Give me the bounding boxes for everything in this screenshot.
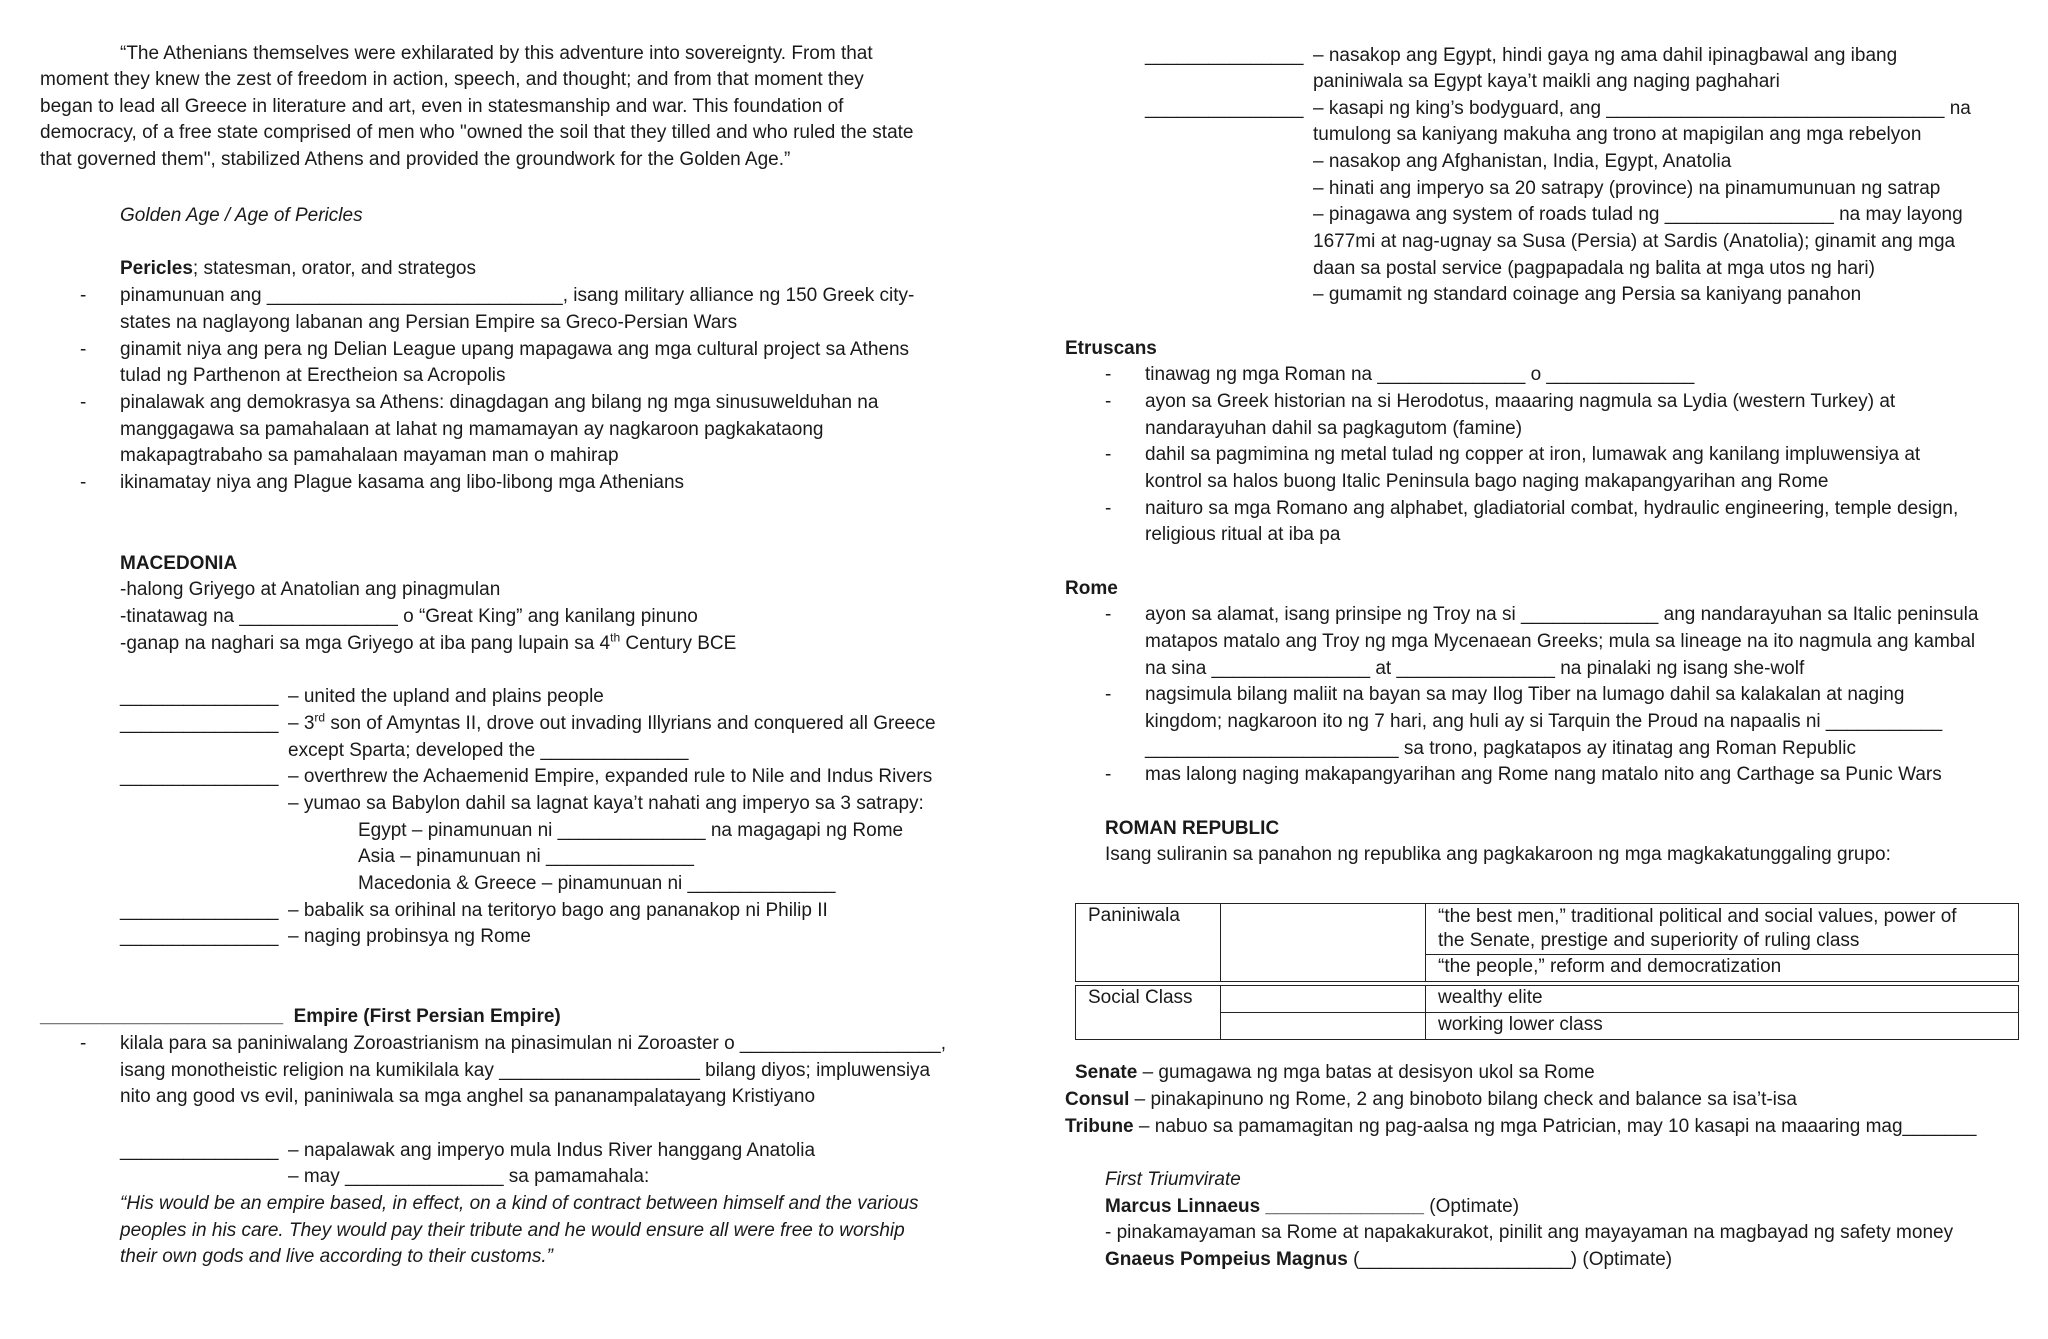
etruscans-heading: Etruscans	[1065, 338, 1157, 359]
table-row	[1076, 986, 2019, 1013]
table-row	[1076, 904, 2019, 955]
etruscans-bullet-line: religious ritual at iba pa	[1145, 524, 1341, 545]
rome-bullet-line: kingdom; nagkaroon ito ng 7 hari, ang huli ay si Tarquin the Proud na napaalis ni ___________	[1145, 711, 1943, 732]
macedonia-line: -halong Griyego at Anatolian ang pinagmulan	[120, 579, 501, 600]
person-name: Marcus Linnaeus _______________	[1105, 1196, 1424, 1217]
blank-line: _______________	[1145, 98, 1304, 119]
rome-bullet-line: mas lalong naging makapangyarihan ang Rome nang matalo nito ang Carthage sa Punic Wars	[1145, 764, 1942, 785]
intro-quote-line: “The Athenians themselves were exhilarated by this adventure into sovereignty. From that	[120, 43, 873, 64]
table-cell: working lower class	[1426, 1013, 2019, 1040]
persian-king-item: – hinati ang imperyo sa 20 satrapy (province) na pinamumunuan ng satrap	[1313, 178, 1941, 199]
macedonia-item: except Sparta; developed the ______________	[288, 740, 689, 761]
table-cell: wealthy elite	[1426, 986, 2019, 1013]
persian-king-item: – kasapi ng king’s bodyguard, ang ________________________________ na	[1313, 98, 1971, 119]
pericles-bullet-line: tulad ng Parthenon at Erectheion sa Acropolis	[120, 365, 506, 386]
persian-item: – may _______________ sa pamamahala:	[288, 1166, 650, 1187]
macedonia-line	[120, 632, 736, 656]
etruscans-bullet-line: dahil sa pagmimina ng metal tulad ng copper at iron, lumawak ang kanilang impluwensiya at	[1145, 444, 1921, 465]
macedonia-item: – babalik sa orihinal na teritoryo bago ang pananakop ni Philip II	[288, 900, 828, 921]
satrapy-item: Asia – pinamunuan ni ______________	[358, 846, 694, 867]
term-definition: – gumagawa ng mga batas at desisyon ukol sa Rome	[1137, 1062, 1595, 1083]
golden-age-heading: Golden Age / Age of Pericles	[120, 205, 363, 226]
blank-line: _______________	[120, 1140, 279, 1161]
etruscans-bullet-line: nandarayuhan dahil sa pagkagutom (famine)	[1145, 418, 1523, 439]
bullet-dash: -	[1105, 498, 1112, 519]
table-cell-text: the Senate, prestige and superiority of ruling class	[1438, 930, 1860, 951]
table-cell-text: “the best men,” traditional political and social values, power of	[1438, 906, 1957, 927]
pericles-bullet-line: makapagtrabaho sa pamahalaan mayaman man o mahirap	[120, 445, 619, 466]
term-definition: – pinakapinuno ng Rome, 2 ang binoboto bilang check and balance sa isa’t-isa	[1129, 1089, 1797, 1110]
pericles-bullet-line: pinamunuan ang ____________________________, isang military alliance ng 150 Greek city-	[120, 285, 915, 306]
rome-bullet-line: matapos matalo ang Troy ng mga Mycenaean Greeks; mula sa lineage na ito nagmula ang kambal	[1145, 631, 1976, 652]
persian-quote-line: “His would be an empire based, in effect, on a kind of contract between himself and the various	[120, 1193, 919, 1214]
table-cell: “the people,” reform and democratization	[1426, 955, 2019, 982]
satrapy-item: Macedonia & Greece – pinamunuan ni ______________	[358, 873, 836, 894]
macedonia-line: -tinatawag na _______________ o “Great King” ang kanilang pinuno	[120, 606, 698, 627]
table-cell	[1426, 904, 2019, 955]
etruscans-bullet-line: naituro sa mga Romano ang alphabet, gladiatorial combat, hydraulic engineering, temple design,	[1145, 498, 1959, 519]
table-cell-blank	[1221, 904, 1426, 982]
persian-king-item: – gumamit ng standard coinage ang Persia sa kaniyang panahon	[1313, 284, 1862, 305]
blank-line: _______________________	[40, 1006, 284, 1027]
intro-quote-line: began to lead all Greece in literature and art, even in statesmanship and war. This foundation of	[40, 96, 844, 117]
pericles-bullet-line: ginamit niya ang pera ng Delian League upang mapagawa ang mga cultural project sa Athens	[120, 339, 910, 360]
blank-line: _______________	[120, 766, 279, 787]
persian-king-item: 1677mi at nag-ugnay sa Susa (Persia) at Sardis (Anatolia); ginamit ang mga	[1313, 231, 1956, 252]
tribune-line	[1065, 1115, 1977, 1139]
term-definition: – nabuo sa pamamagitan ng pag-aalsa ng mga Patrician, may 10 kasapi na maaaring mag_______	[1133, 1116, 1977, 1137]
persian-king-item: – nasakop ang Afghanistan, India, Egypt, Anatolia	[1313, 151, 1732, 172]
bullet-dash: -	[1105, 604, 1112, 625]
bullet-dash: -	[1105, 391, 1112, 412]
persian-king-item: tumulong sa kaniyang makuha ang trono at mapigilan ang mga rebelyon	[1313, 124, 1922, 145]
bullet-dash: -	[1105, 364, 1112, 385]
item-text: – 3	[288, 713, 315, 734]
term-label: Senate	[1075, 1062, 1138, 1083]
persian-bullet-line: isang monotheistic religion na kumikilala kay ___________________ bilang diyos; impluwensiya	[120, 1060, 931, 1081]
term-label: Consul	[1065, 1089, 1130, 1110]
persian-item: – napalawak ang imperyo mula Indus River hanggang Anatolia	[288, 1140, 816, 1161]
ordinal-suffix: rd	[314, 710, 326, 725]
roman-republic-intro: Isang suliranin sa panahon ng republika ang pagkakaroon ng mga magkakatunggaling grupo:	[1105, 844, 1891, 865]
macedonia-line-text: -ganap na naghari sa mga Griyego at iba pang lupain sa 4	[120, 633, 611, 654]
macedonia-line-text: Century BCE	[620, 633, 737, 654]
pericles-bullet-line: states na naglayong labanan ang Persian Empire sa Greco-Persian Wars	[120, 312, 738, 333]
gnaeus-line	[1105, 1248, 1672, 1272]
pericles-bullet-line: manggagawa sa pamahalaan at lahat ng mamamayan ay nagkaroon pagkakataong	[120, 419, 824, 440]
table-cell-label: Paniniwala	[1076, 904, 1221, 982]
blank-line: _______________	[1145, 45, 1304, 66]
social-class-table	[1075, 985, 2019, 1040]
person-name: Gnaeus Pompeius Magnus	[1105, 1249, 1348, 1270]
macedonia-item: – naging probinsya ng Rome	[288, 926, 531, 947]
persian-heading	[40, 1005, 561, 1029]
intro-quote-line: moment they knew the zest of freedom in action, speech, and thought; and from that moment they	[40, 69, 864, 90]
blank-line: _______________	[120, 686, 279, 707]
person-tag: (Optimate)	[1424, 1196, 1520, 1217]
bullet-dash: -	[1105, 444, 1112, 465]
ordinal-suffix: th	[610, 630, 621, 645]
pericles-bullet-line: ikinamatay niya ang Plague kasama ang libo-libong mga Athenians	[120, 472, 685, 493]
persian-heading-text: Empire (First Persian Empire)	[293, 1006, 561, 1027]
triumvirate-heading: First Triumvirate	[1105, 1169, 1241, 1190]
pericles-name: Pericles	[120, 258, 193, 279]
etruscans-bullet-line: kontrol sa halos buong Italic Peninsula bago naging makapangyarihan ang Rome	[1145, 471, 1829, 492]
table-cell-blank	[1221, 1013, 1426, 1040]
pericles-desc: ; statesman, orator, and strategos	[192, 258, 476, 279]
persian-king-item: – pinagawa ang system of roads tulad ng ________________ na may layong	[1313, 204, 1963, 225]
bullet-dash: -	[1105, 764, 1112, 785]
bullet-dash: -	[80, 339, 87, 360]
persian-king-item: daan sa postal service (pagpapadala ng balita at mga utos ng hari)	[1313, 258, 1875, 279]
blank-line: _______________	[120, 900, 279, 921]
blank-line: _______________	[120, 926, 279, 947]
macedonia-item	[288, 712, 936, 736]
persian-bullet-line: kilala para sa paniniwalang Zoroastrianism na pinasimulan ni Zoroaster o ___________________,	[120, 1033, 946, 1054]
factions-table	[1075, 903, 2019, 982]
satrapy-item: Egypt – pinamunuan ni ______________ na magagapi ng Rome	[358, 820, 904, 841]
persian-quote-line: peoples in his care. They would pay their tribute and he would ensure all were free to worship	[120, 1220, 905, 1241]
rome-bullet-line: ayon sa alamat, isang prinsipe ng Troy na si _____________ ang nandarayuhan sa Italic peninsula	[1145, 604, 1979, 625]
consul-line	[1065, 1088, 1797, 1112]
table-cell-blank	[1221, 986, 1426, 1013]
person-tag: (____________________) (Optimate)	[1347, 1249, 1673, 1270]
intro-quote-line: that governed them", stabilized Athens and provided the groundwork for the Golden Age.”	[40, 149, 791, 170]
etruscans-bullet-line: ayon sa Greek historian na si Herodotus, maaaring nagmula sa Lydia (western Turkey) at	[1145, 391, 1896, 412]
bullet-dash: -	[80, 472, 87, 493]
senate-line	[1075, 1061, 1595, 1085]
etruscans-bullet-line: tinawag ng mga Roman na ______________ o ______________	[1145, 364, 1695, 385]
macedonia-heading: MACEDONIA	[120, 553, 238, 574]
macedonia-item: – united the upland and plains people	[288, 686, 604, 707]
persian-quote-line: their own gods and live according to their customs.”	[120, 1246, 553, 1267]
pericles-bullet-line: pinalawak ang demokrasya sa Athens: dinagdagan ang bilang ng mga sinusuwelduhan na	[120, 392, 879, 413]
marcus-desc: - pinakamayaman sa Rome at napakakurakot, pinilit ang mayayaman na magbayad ng safety money	[1105, 1222, 1954, 1243]
marcus-line	[1105, 1195, 1519, 1219]
intro-quote-line: democracy, of a free state comprised of men who "owned the soil that they tilled and who ruled the state	[40, 122, 914, 143]
rome-bullet-line: na sina _______________ at _______________ na pinalaki ng isang she-wolf	[1145, 658, 1805, 679]
rome-bullet-line: ________________________ sa trono, pagkatapos ay itinatag ang Roman Republic	[1145, 738, 1856, 759]
persian-bullet-line: nito ang good vs evil, paniniwala sa mga anghel sa pananampalatayang Kristiyano	[120, 1086, 816, 1107]
table-cell-label: Social Class	[1076, 986, 1221, 1040]
term-label: Tribune	[1065, 1116, 1134, 1137]
item-text: son of Amyntas II, drove out invading Illyrians and conquered all Greece	[325, 713, 936, 734]
rome-bullet-line: nagsimula bilang maliit na bayan sa may Ilog Tiber na lumago dahil sa kalakalan at naging	[1145, 684, 1905, 705]
bullet-dash: -	[1105, 684, 1112, 705]
bullet-dash: -	[80, 392, 87, 413]
bullet-dash: -	[80, 1033, 87, 1054]
blank-line: _______________	[120, 713, 279, 734]
macedonia-item: – overthrew the Achaemenid Empire, expanded rule to Nile and Indus Rivers	[288, 766, 933, 787]
macedonia-item: – yumao sa Babylon dahil sa lagnat kaya’t nahati ang imperyo sa 3 satrapy:	[288, 793, 924, 814]
pericles-line	[120, 257, 476, 281]
roman-republic-heading: ROMAN REPUBLIC	[1105, 818, 1280, 839]
persian-king-item: – nasakop ang Egypt, hindi gaya ng ama dahil ipinagbawal ang ibang	[1313, 45, 1898, 66]
rome-heading: Rome	[1065, 578, 1118, 599]
bullet-dash: -	[80, 285, 87, 306]
persian-king-item: paniniwala sa Egypt kaya’t maikli ang naging paghahari	[1313, 71, 1780, 92]
